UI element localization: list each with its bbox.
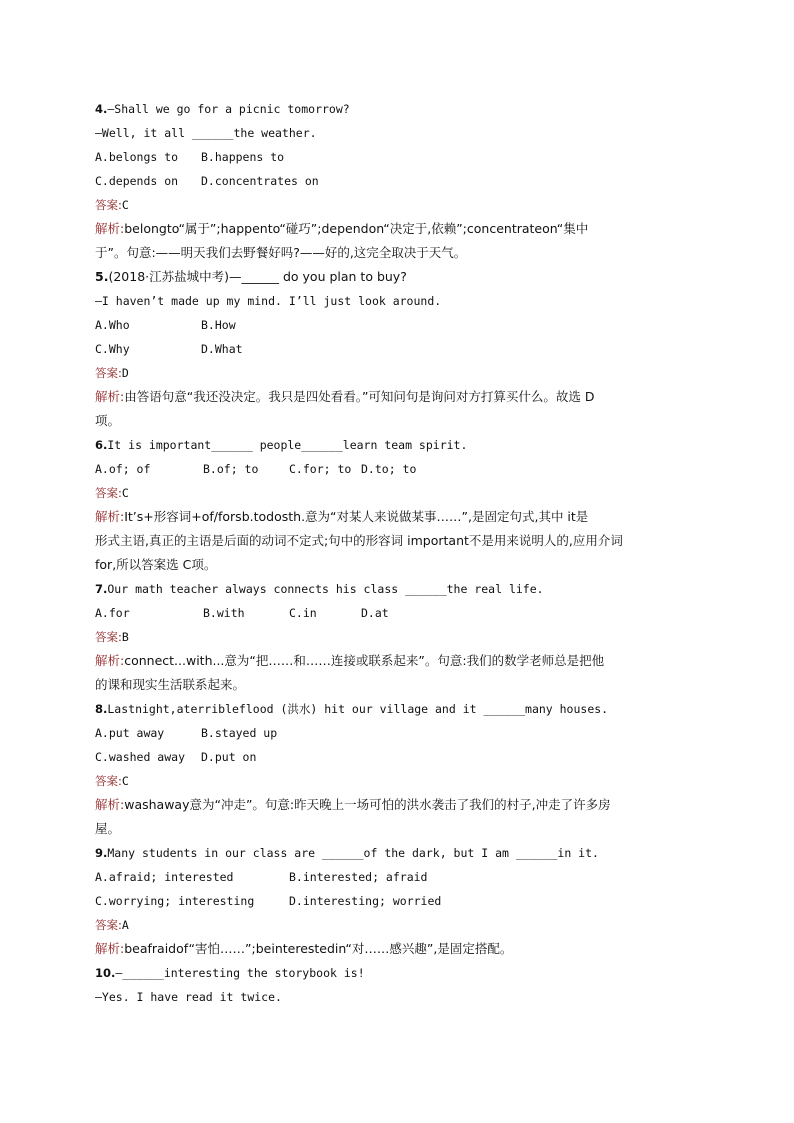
answer-value: C: [121, 486, 129, 500]
question-8-stem: 8.Lastnight,aterribleflood (洪水) hit our village and it ______many houses.: [95, 702, 609, 716]
option-a: A.afraid; interested: [95, 870, 234, 884]
options-row: [95, 889, 700, 913]
answer-line: [95, 193, 700, 217]
question-number: 7.: [95, 582, 108, 596]
analysis-label: 解析:: [95, 653, 125, 668]
option-d: D.concentrates on: [201, 174, 319, 188]
analysis-label: 解析:: [95, 221, 125, 236]
analysis-line: 解析:belongto“属于”;happento“碰巧”;dependon“决定于,依赖”;concentrateon“集中: [95, 221, 589, 236]
question-number: 6.: [95, 438, 108, 452]
answer-label: 答案:: [95, 198, 122, 212]
options-row: [95, 457, 700, 481]
option-c: C.for; to: [289, 462, 352, 476]
options-row: [95, 865, 700, 889]
analysis-line: for,所以答案选 C项。: [95, 557, 217, 572]
options-row: [95, 313, 700, 337]
answer-value: C: [121, 774, 129, 788]
analysis-label: 解析:: [95, 509, 125, 524]
option-b: B.interested; afraid: [289, 870, 428, 884]
answer-value: A: [121, 918, 129, 932]
option-b: B.of; to: [203, 462, 259, 476]
answer-label: 答案:: [95, 366, 122, 380]
analysis-line: 解析:由答语句意“我还没决定。我只是四处看看。”可知问句是询问对方打算买什么。故选 D: [95, 389, 595, 404]
option-b: B.with: [203, 606, 245, 620]
option-d: D.put on: [201, 750, 257, 764]
options-row: [95, 745, 700, 769]
options-row: [95, 721, 700, 745]
analysis-line: 解析:It’s+形容词+of/forsb.todosth.意为“对某人来说做某事……”,是固定句式,其中 it是: [95, 509, 589, 524]
analysis-line: 解析:washaway意为“冲走”。句意:昨天晚上一场可怕的洪水袭击了我们的村子,冲走了许多房: [95, 797, 611, 812]
option-c: C.washed away: [95, 750, 186, 764]
analysis-line: 的课和现实生活联系起来。: [95, 677, 246, 692]
analysis-line: 屋。: [95, 821, 121, 836]
question-number: 4.: [95, 102, 108, 116]
option-a: A.for: [95, 606, 130, 620]
answer-label: 答案:: [95, 486, 122, 500]
analysis-label: 解析:: [95, 941, 125, 956]
answer-label: 答案:: [95, 918, 122, 932]
answer-value: B: [121, 630, 129, 644]
option-a: A.of; of: [95, 462, 151, 476]
answer-line: [95, 625, 700, 649]
answer-line: [95, 481, 700, 505]
options-row: [95, 337, 700, 361]
option-c: C.worrying; interesting: [95, 894, 255, 908]
options-row: [95, 145, 700, 169]
answer-value: D: [121, 366, 129, 380]
question-5-stem: 5.(2018·江苏盐城中考)—______ do you plan to buy?: [95, 269, 407, 284]
option-c: C.depends on: [95, 174, 179, 188]
answer-line: [95, 913, 700, 937]
question-10-line2: —Yes. I have read it twice.: [95, 990, 282, 1004]
question-7-stem: 7.Our math teacher always connects his class ______the real life.: [95, 582, 544, 596]
options-row: [95, 169, 700, 193]
question-4-stem: 4.—Shall we go for a picnic tomorrow?: [95, 102, 350, 116]
analysis-label: 解析:: [95, 797, 125, 812]
answer-label: 答案:: [95, 774, 122, 788]
option-b: B.happens to: [201, 150, 285, 164]
option-a: A.put away: [95, 726, 165, 740]
option-c: C.in: [289, 606, 317, 620]
analysis-line: 形式主语,真正的主语是后面的动词不定式;句中的形容词 important不是用来说明人的,应用介词: [95, 533, 623, 548]
question-6-stem: 6.It is important______ people______learn team spirit.: [95, 438, 468, 452]
question-number: 5.: [95, 269, 109, 284]
option-d: D.What: [201, 342, 243, 356]
question-5-line2: —I haven’t made up my mind. I’ll just look around.: [95, 294, 442, 308]
option-a: A.Who: [95, 318, 130, 332]
analysis-line: 于”。句意:——明天我们去野餐好吗?——好的,这完全取决于天气。: [95, 245, 467, 260]
question-number: 9.: [95, 846, 108, 860]
answer-line: [95, 361, 700, 385]
answer-line: [95, 769, 700, 793]
question-number: 8.: [95, 702, 108, 716]
option-d: D.interesting; worried: [289, 894, 442, 908]
options-row: [95, 601, 700, 625]
answer-label: 答案:: [95, 630, 122, 644]
answer-value: C: [121, 198, 129, 212]
question-4-line2: —Well, it all ______the weather.: [95, 126, 317, 140]
option-d: D.at: [361, 606, 389, 620]
question-9-stem: 9.Many students in our class are ______of the dark, but I am ______in it.: [95, 846, 599, 860]
analysis-line: 项。: [95, 413, 121, 428]
question-number: 10.: [95, 966, 116, 980]
exercise-page: [95, 97, 700, 1009]
option-b: B.How: [201, 318, 236, 332]
question-10-stem: 10.—______interesting the storybook is!: [95, 966, 365, 980]
option-b: B.stayed up: [201, 726, 278, 740]
option-c: C.Why: [95, 342, 130, 356]
analysis-line: 解析:connect...with...意为“把……和……连接或联系起来”。句意:我们的数学老师总是把他: [95, 653, 605, 668]
option-d: D.to; to: [361, 462, 417, 476]
analysis-label: 解析:: [95, 389, 125, 404]
option-a: A.belongs to: [95, 150, 179, 164]
analysis-line: 解析:beafraidof“害怕……”;beinterestedin“对……感兴趣”,是固定搭配。: [95, 941, 513, 956]
